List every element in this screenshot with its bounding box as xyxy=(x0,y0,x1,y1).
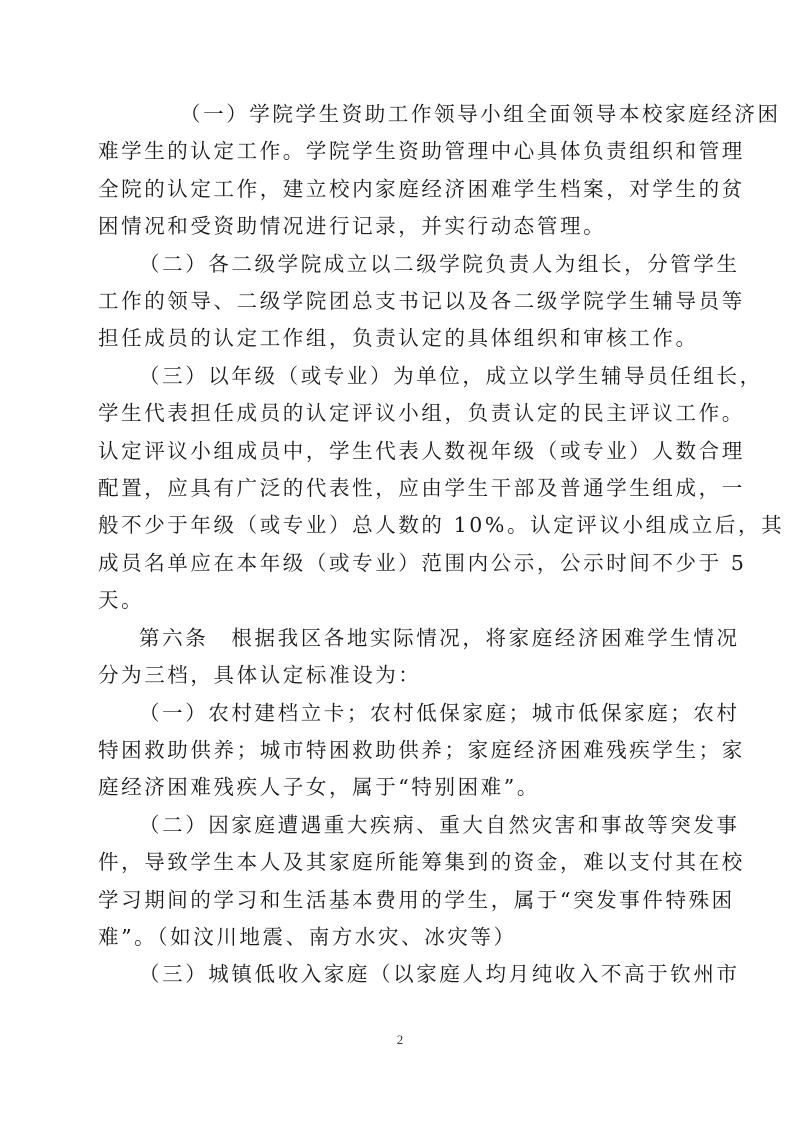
page-number: 2 xyxy=(396,1032,404,1047)
paragraph-line: （一）农村建档立卡；农村低保家庭；城市低保家庭；农村 xyxy=(139,700,740,725)
document-body xyxy=(98,96,785,994)
paragraph-line: （二）各二级学院成立以二级学院负责人为组长，分管学生 xyxy=(139,251,740,276)
paragraph-line: （一）学院学生资助工作领导小组全面领导本校家庭经济困 xyxy=(180,102,781,126)
paragraph-line: 学生代表担任成员的认定评议小组，负责认定的民主评议工作。 xyxy=(98,401,745,426)
paragraph-line: （三）以年级（或专业）为单位，成立以学生辅导员任组长， xyxy=(139,363,763,388)
paragraph-line: 件，导致学生本人及其家庭所能筹集到的资金，难以支付其在校 xyxy=(98,850,745,875)
paragraph-line: 配置，应具有广泛的代表性，应由学生干部及普通学生组成，一 xyxy=(98,476,745,501)
paragraph-5 xyxy=(98,695,745,807)
paragraph-line: 困情况和受资助情况进行记录，并实行动态管理。 xyxy=(98,214,607,239)
paragraph-line: 全院的认定工作，建立校内家庭经济困难学生档案，对学生的贫 xyxy=(98,176,745,201)
paragraph-2 xyxy=(98,246,745,358)
paragraph-line: 难学生的认定工作。学院学生资助管理中心具体负责组织和管理 xyxy=(98,139,745,164)
article-heading-line: 第六条 根据我区各地实际情况，将家庭经济困难学生情况 xyxy=(139,625,740,650)
paragraph-line: 般不少于年级（或专业）总人数的 10%。认定评议小组成立后，其 xyxy=(98,513,785,538)
article-6 xyxy=(98,620,740,695)
paragraph-line: 担任成员的认定工作组，负责认定的具体组织和审核工作。 xyxy=(98,326,699,351)
paragraph-line: 认定评议小组成员中，学生代表人数视年级（或专业）人数合理 xyxy=(98,438,745,463)
paragraph-line: （二）因家庭遭遇重大疾病、重大自然灾害和事故等突发事 xyxy=(139,812,740,837)
paragraph-line: 难”。（如汶川地震、南方水灾、冰灾等） xyxy=(98,924,517,949)
paragraph-7 xyxy=(98,956,740,993)
paragraph-line: 学习期间的学习和生活基本费用的学生，属于“突发事件特殊困 xyxy=(98,887,735,912)
paragraph-line: （三）城镇低收入家庭（以家庭人均月纯收入不高于钦州市 xyxy=(139,962,740,987)
paragraph-line: 工作的领导、二级学院团总支书记以及各二级学院学生辅导员等 xyxy=(98,289,745,314)
paragraph-line: 庭经济困难残疾人子女，属于“特别困难”。 xyxy=(98,775,540,800)
paragraph-1 xyxy=(98,96,781,246)
paragraph-line: 分为三档，具体认定标准设为： xyxy=(98,663,422,688)
paragraph-line: 天。 xyxy=(98,588,145,613)
paragraph-line: 成员名单应在本年级（或专业）范围内公示，公示时间不少于 5 xyxy=(98,550,747,575)
paragraph-line: 特困救助供养；城市特困救助供养；家庭经济困难残疾学生；家 xyxy=(98,737,745,762)
paragraph-3 xyxy=(98,358,785,620)
paragraph-6 xyxy=(98,807,745,957)
